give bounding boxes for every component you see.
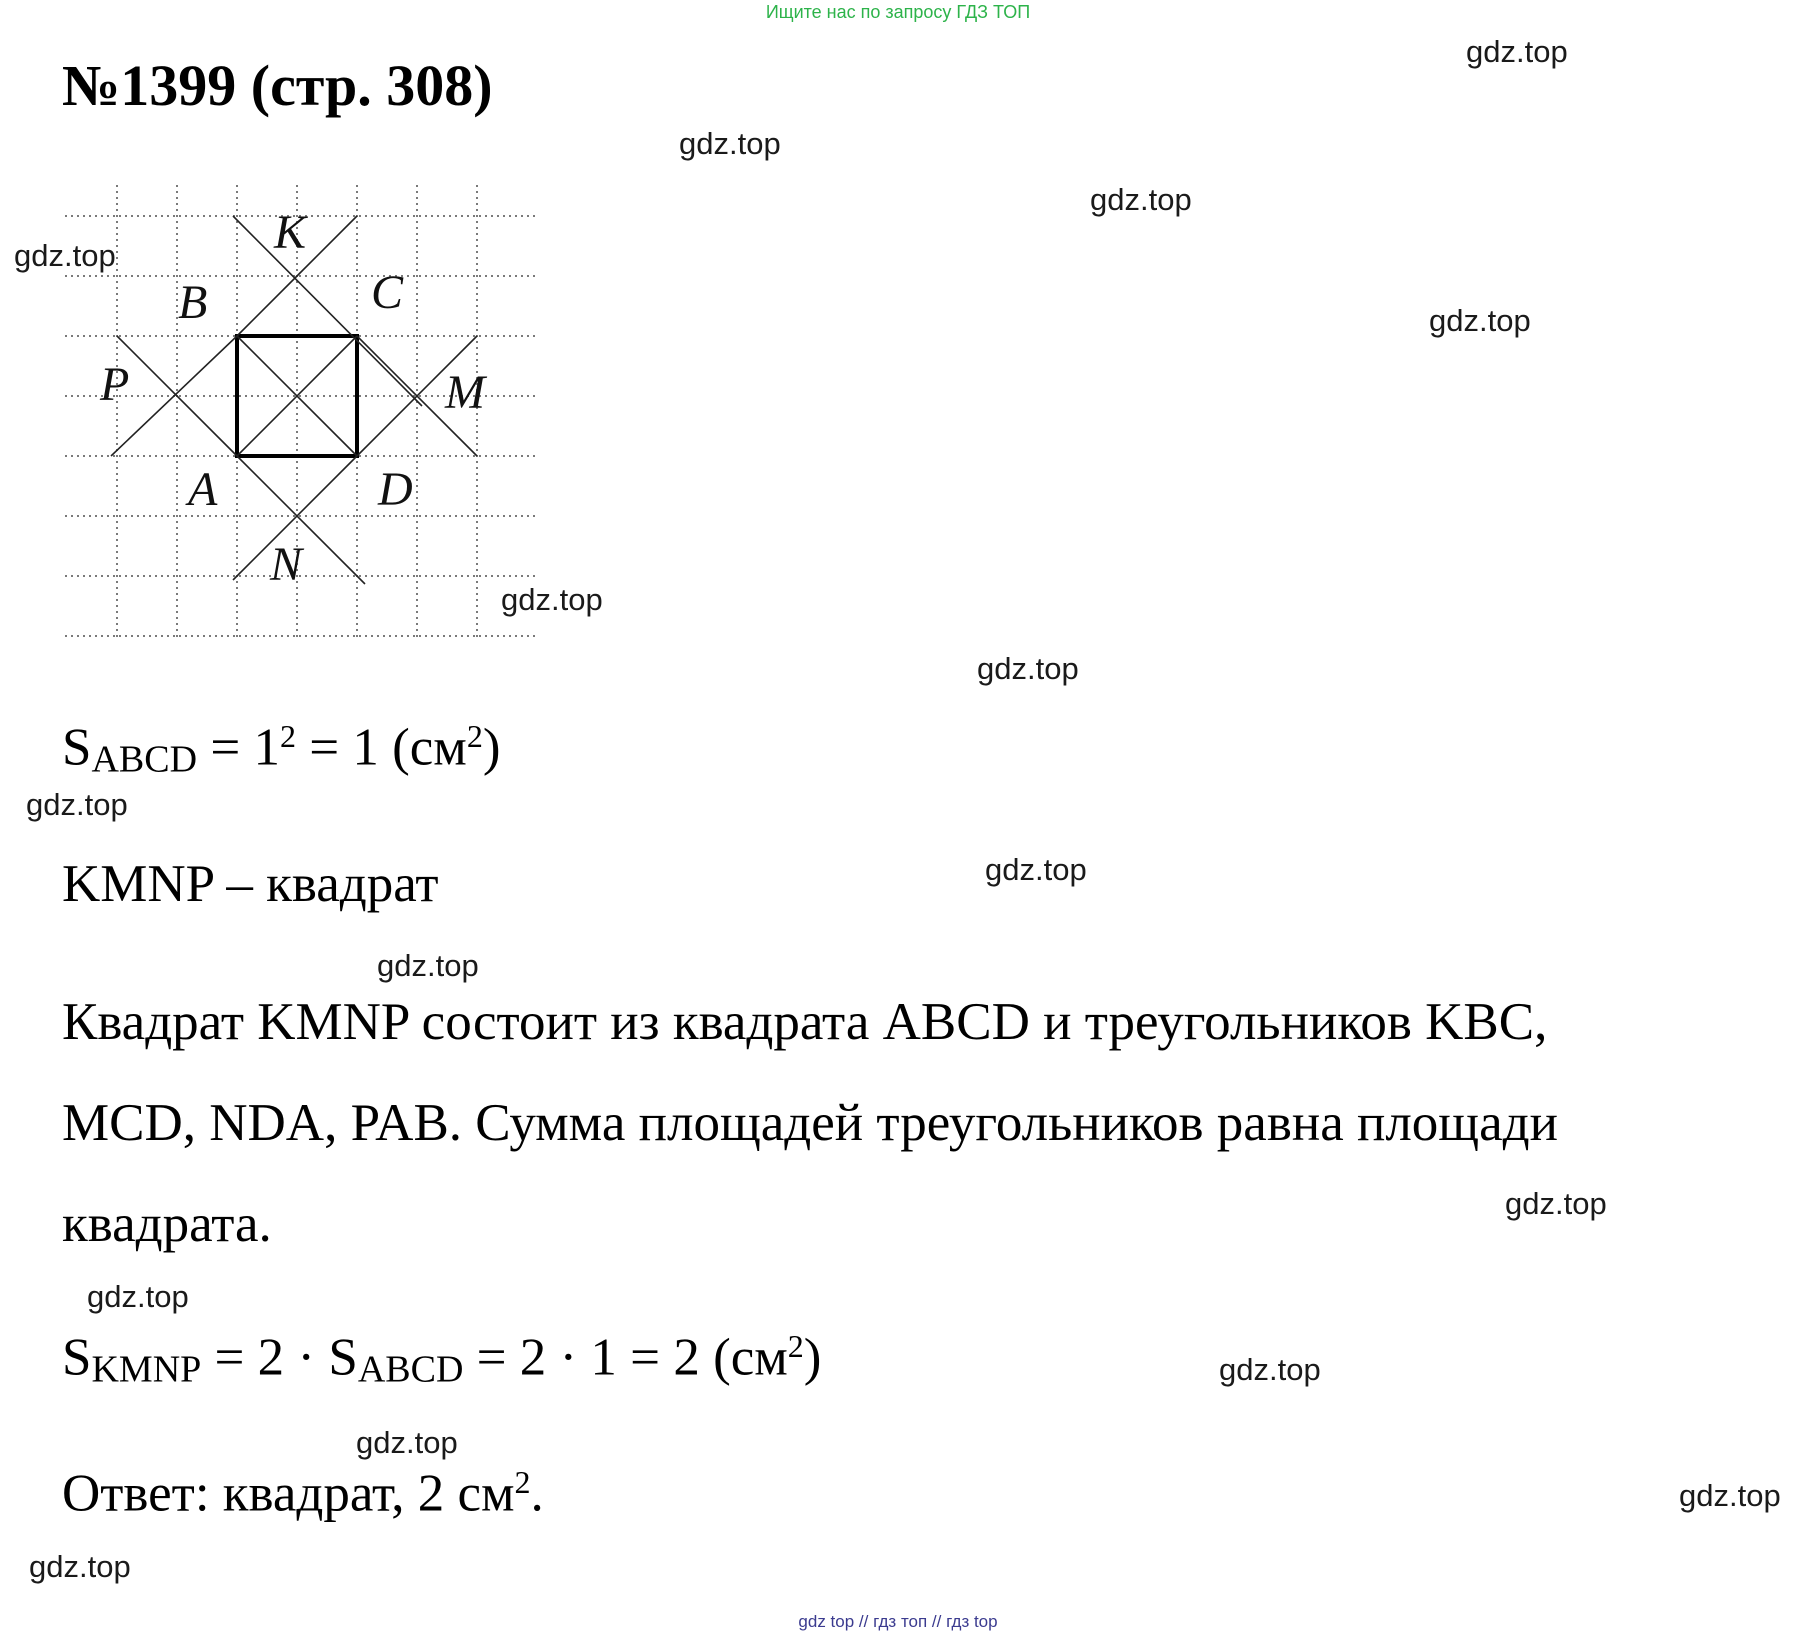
label-c: C (371, 266, 404, 319)
watermark: gdz.top (679, 126, 781, 161)
paragraph-line: квадрата. (62, 1195, 272, 1253)
watermark: gdz.top (1505, 1186, 1607, 1221)
paragraph-line: MCD, NDA, PAB. Сумма площадей треугольников равна площади (62, 1094, 1558, 1152)
watermark: gdz.top (356, 1425, 458, 1460)
watermark: gdz.top (26, 787, 128, 822)
watermark: gdz.top (501, 582, 603, 617)
watermark: gdz.top (14, 238, 116, 273)
formula-area-kmnp: $S_{KMNP} = 2 \cdot S_{ABCD} = 2 \cdot 1 = 2$ $(см^2)$ (62, 1328, 822, 1391)
answer-line: Ответ: квадрат, 2 $см^2$. (62, 1464, 544, 1523)
label-k: K (274, 206, 307, 259)
watermark: gdz.top (1466, 34, 1568, 69)
watermark: gdz.top (29, 1549, 131, 1584)
statement-kmnp-square: KMNP – квадрат (62, 855, 439, 913)
label-p: P (100, 358, 130, 411)
watermark: gdz.top (377, 948, 479, 983)
watermark: gdz.top (985, 852, 1087, 887)
top-banner: Ищите нас по запросу ГДЗ ТОП (765, 2, 1031, 22)
watermark: gdz.top (977, 651, 1079, 686)
watermark: gdz.top (1679, 1478, 1781, 1513)
diagonal-lines (111, 216, 477, 584)
label-b: B (178, 276, 208, 329)
watermark: gdz.top (1219, 1352, 1321, 1387)
watermark: gdz.top (1090, 182, 1192, 217)
watermark: gdz.top (87, 1279, 189, 1314)
label-n: N (270, 538, 303, 591)
geometry-figure (60, 180, 540, 640)
formula-area-abcd: $S_{ABCD} = 1^2 = 1$ $(см^2)$ (62, 718, 501, 781)
label-m: M (445, 366, 485, 419)
bottom-banner: gdz top // гдз топ // гдз top (798, 1612, 998, 1631)
page-title: №1399 (стр. 308) (62, 53, 493, 118)
label-a: A (188, 463, 218, 516)
paragraph-line: Квадрат KMNP состоит из квадрата ABCD и треугольников KBC, (62, 993, 1548, 1051)
explanation-paragraph (62, 972, 1762, 1275)
label-d: D (378, 463, 413, 516)
watermark: gdz.top (1429, 303, 1531, 338)
